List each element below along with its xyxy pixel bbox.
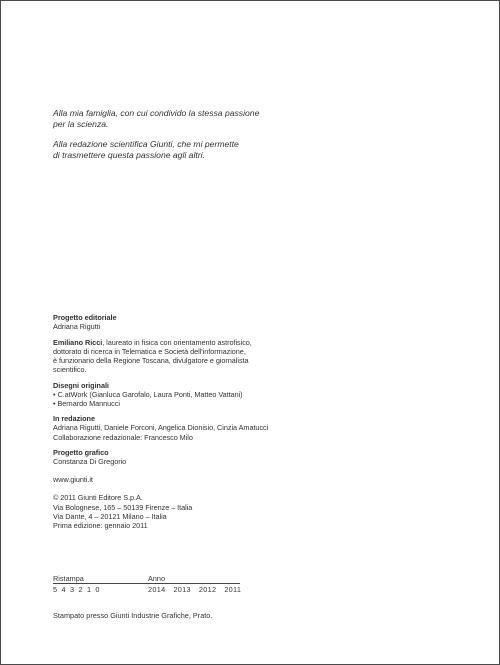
editing-collaboration: Collaborazione redazionale: Francesco Milo: [53, 432, 193, 442]
graphic-name: Constanza Di Gregorio: [53, 457, 127, 467]
publisher-info: [53, 493, 268, 529]
editing-heading: In redazione: [53, 414, 95, 424]
reprint-values-row: [53, 585, 241, 594]
author-bio-text: , laureato in fisica con orientamento astrofisico,: [102, 337, 252, 347]
dedication: [53, 108, 259, 170]
reprint-header-row: [53, 574, 241, 584]
publisher-address: Via Dante, 4 – 20121 Milano – Italia: [53, 511, 167, 521]
author-bio: [53, 338, 268, 374]
dedication-line: Alla mia famiglia, con cui condivido la stessa passione: [53, 108, 260, 118]
dedication-line: per la scienza.: [53, 118, 109, 129]
author-bio-line: è funzionario della Regione Toscana, divulgatore e giornalista: [53, 355, 249, 365]
year-value: 2011: [224, 585, 242, 594]
drawings-item: • C.atWork (Gianluca Garofalo, Laura Ponti, Matteo Vattani): [53, 389, 243, 399]
original-drawings: [53, 381, 268, 408]
drawings-item: • Bernardo Mannucci: [53, 398, 120, 408]
publisher-address: Via Bolognese, 165 – 50139 Firenze – Italia: [53, 502, 193, 512]
author-name: Emiliano Ricci: [53, 337, 103, 347]
year-values: [148, 585, 241, 594]
graphic-design: [53, 448, 268, 466]
editorial-name: Adriana Rigutti: [53, 322, 101, 332]
drawings-heading: Disegni originali: [53, 380, 109, 390]
author-bio-line: scientifico.: [53, 364, 87, 374]
dedication-editorial: [53, 139, 259, 160]
year-value: 2013: [173, 585, 191, 594]
year-value: 2014: [148, 585, 166, 594]
reprint-table: [53, 574, 241, 594]
author-bio-line: dottorato di ricerca in Telematica e Società dell'informazione,: [53, 346, 246, 356]
dedication-line: di trasmettere questa passione agli altri.: [53, 149, 205, 160]
website-url: www.giunti.it: [53, 475, 93, 485]
dedication-line: Alla redazione scientifica Giunti, che mi permette: [53, 139, 239, 150]
reprint-values: 5 4 3 2 1 0: [53, 585, 101, 594]
editing-names: Adriana Rigutti, Daniele Forconi, Angelica Dionisio, Cinzia Amatucci: [53, 423, 269, 433]
dedication-family: [53, 108, 259, 129]
first-edition: Prima edizione: gennaio 2011: [53, 520, 148, 530]
author-bio-line: [53, 338, 268, 347]
editorial-project: [53, 313, 268, 331]
credits: [53, 313, 268, 530]
graphic-heading: Progetto grafico: [53, 448, 109, 458]
year-label: Anno: [148, 574, 240, 584]
editorial-staff: [53, 414, 268, 441]
copyright-line: © 2011 Giunti Editore S.p.A.: [53, 493, 143, 503]
year-value: 2012: [198, 585, 217, 594]
printer-info: Stampato presso Giunti Industrie Grafiche, Prato.: [53, 611, 213, 620]
editorial-heading: Progetto editoriale: [53, 313, 117, 322]
reprint-label: Ristampa: [53, 574, 148, 584]
